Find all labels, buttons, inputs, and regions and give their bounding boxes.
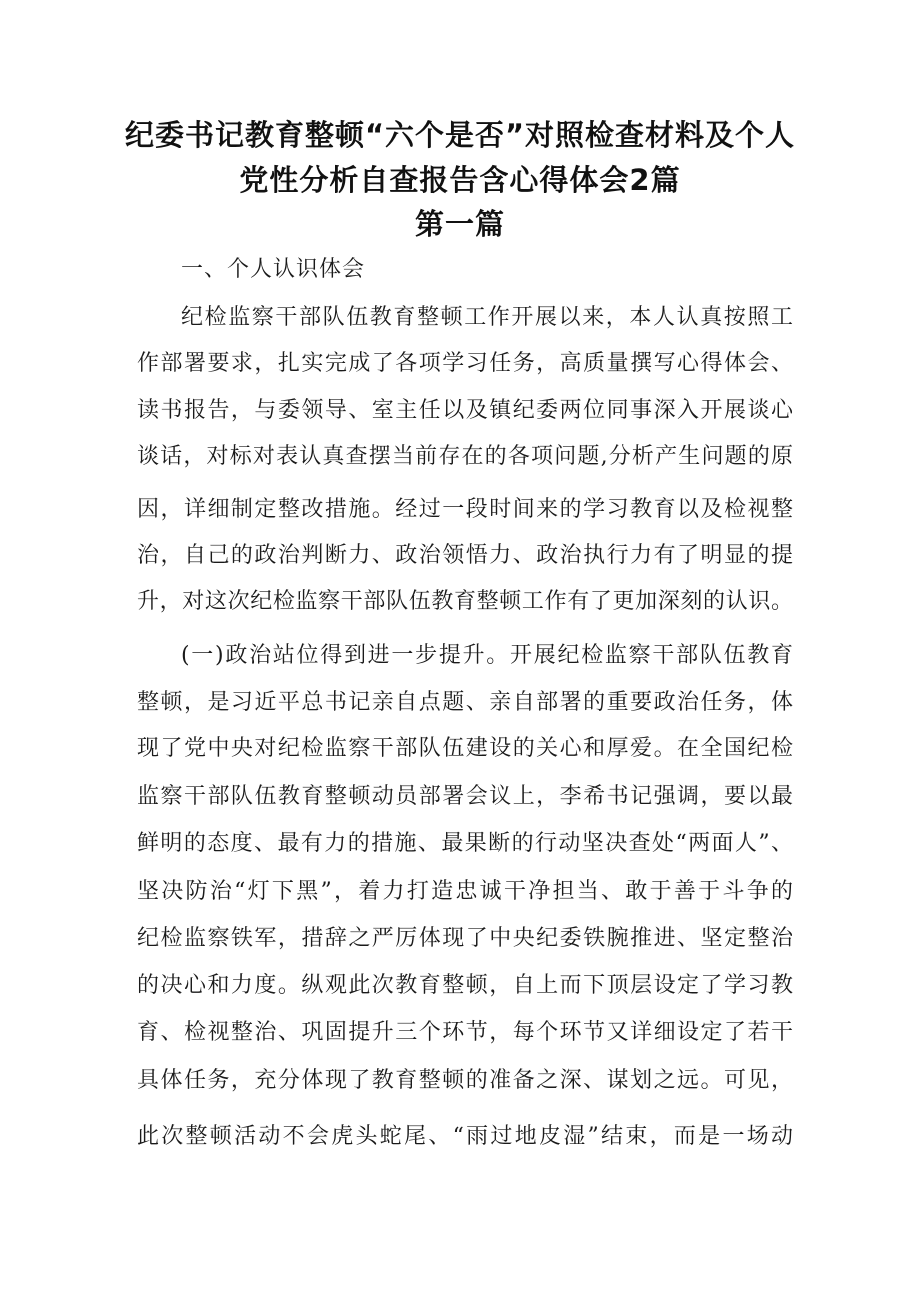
paragraph-2-line: 具体任务，充分体现了教育整顿的准备之深、谋划之远。可见，	[137, 1068, 793, 1093]
paragraph-1-line: 读书报告，与委领导、室主任以及镇纪委两位同事深入开展谈心	[137, 398, 793, 423]
paragraph-2-line: 纪检监察铁军，措辞之严厉体现了中央纪委铁腕推进、坚定整治	[137, 926, 793, 951]
paragraph-1-line: 升，对这次纪检监察干部队伍教育整顿工作有了更加深刻的认识。	[137, 589, 793, 614]
paragraph-2-line: 坚决防治“灯下黑”，着力打造忠诚干净担当、敢于善于斗争的	[137, 879, 793, 904]
document-title-line-1: 纪委书记教育整顿“六个是否”对照检查材料及个人	[124, 118, 796, 152]
paragraph-1-line: 因，详细制定整改措施。经过一段时间来的学习教育以及检视整	[137, 497, 793, 522]
paragraph-1-line: 治，自己的政治判断力、政治领悟力、政治执行力有了明显的提	[137, 543, 793, 568]
document-title-line-2: 党性分析自查报告含心得体会2篇	[239, 163, 681, 197]
part-heading: 第一篇	[414, 207, 505, 241]
paragraph-1-line: 纪检监察干部队伍教育整顿工作开展以来，本人认真按照工	[181, 305, 793, 330]
paragraph-1-line: 作部署要求，扎实完成了各项学习任务，高质量撰写心得体会、	[137, 351, 793, 376]
paragraph-1-line: 谈话，对标对表认真查摆当前存在的各项问题,分析产生问题的原	[137, 444, 793, 469]
paragraph-2-line: 的决心和力度。纵观此次教育整顿，自上而下顶层设定了学习教	[137, 973, 793, 998]
paragraph-2-line: 监察干部队伍教育整顿动员部署会议上，李希书记强调，要以最	[137, 784, 793, 809]
paragraph-2-line: 现了党中央对纪检监察干部队伍建设的关心和厚爱。在全国纪检	[137, 736, 793, 761]
paragraph-2-line: 育、检视整治、巩固提升三个环节，每个环节又详细设定了若干	[137, 1020, 793, 1045]
section-heading: 一、个人认识体会	[181, 257, 366, 282]
paragraph-2-line: 鲜明的态度、最有力的措施、最果断的行动坚决查处“两面人”、	[137, 831, 793, 856]
paragraph-2-line: (一)政治站位得到进一步提升。开展纪检监察干部队伍教育	[181, 643, 793, 668]
paragraph-2-line: 整顿，是习近平总书记亲自点题、亲自部署的重要政治任务，体	[137, 690, 793, 715]
paragraph-2-line: 此次整顿活动不会虎头蛇尾、“雨过地皮湿”结束，而是一场动	[137, 1124, 793, 1149]
